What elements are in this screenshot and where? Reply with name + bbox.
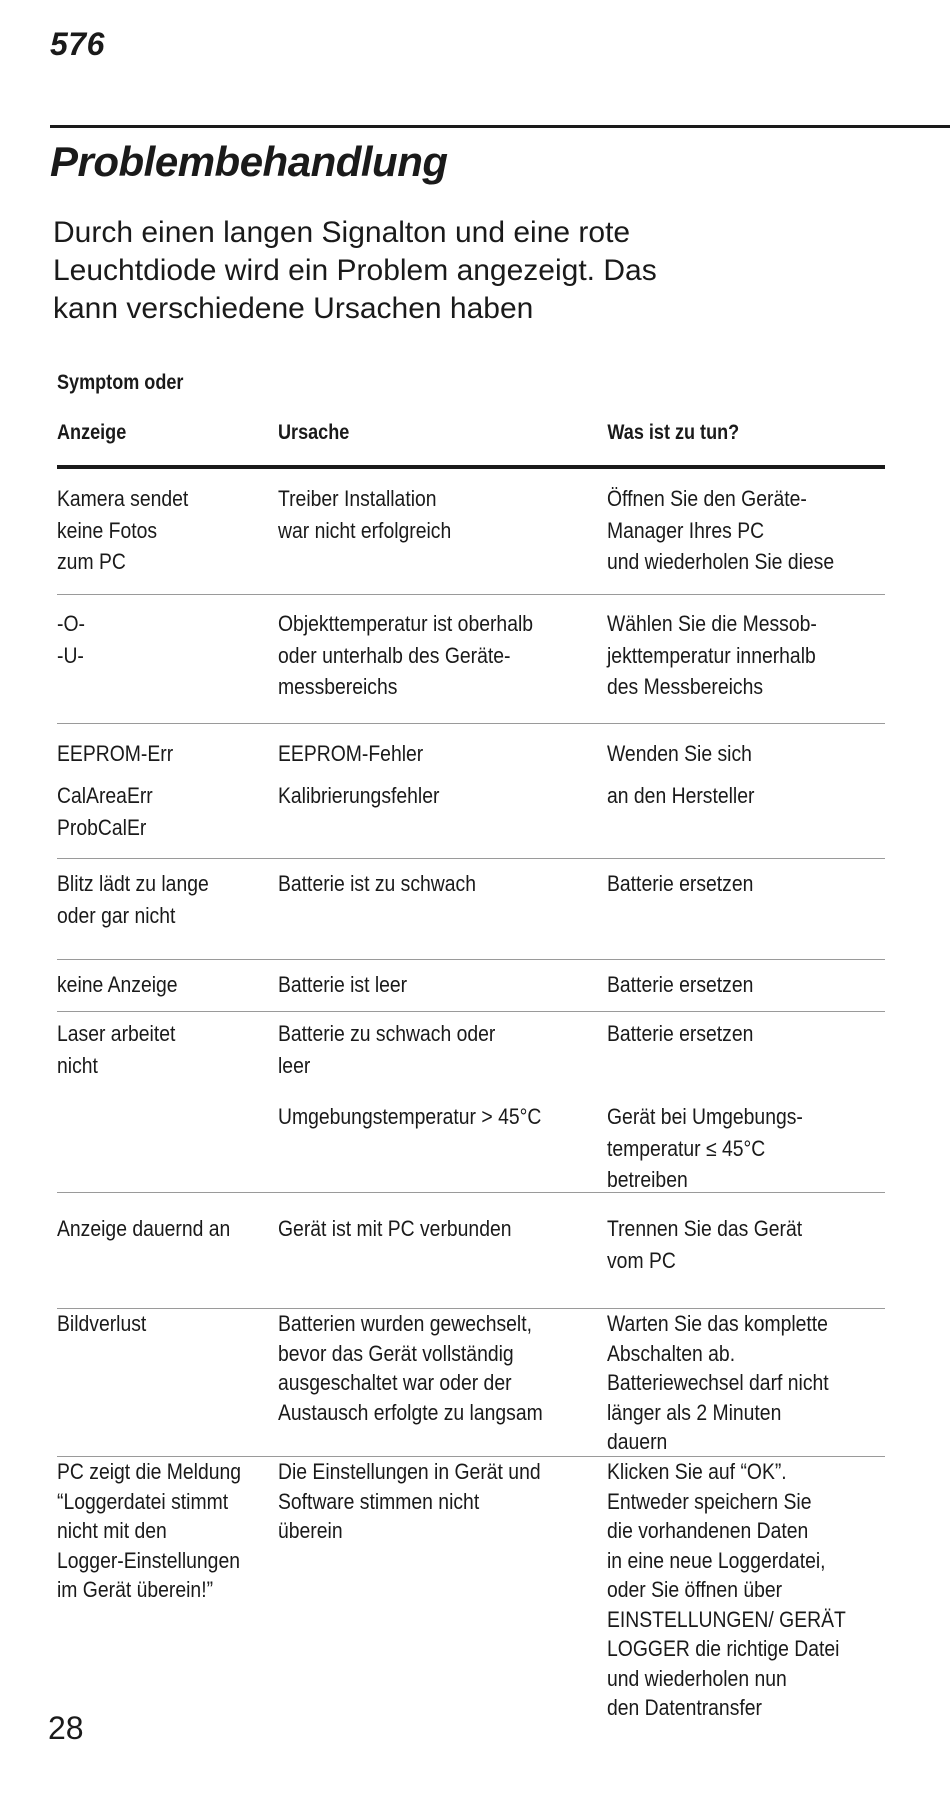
table-row <box>57 1457 885 1727</box>
header-ursache: Ursache <box>278 421 350 444</box>
symptom-cell: keine Anzeige <box>57 972 178 997</box>
action-cell: Gerät bei Umgebungs- temperatur ≤ 45°C betreiben <box>607 1104 803 1192</box>
symptom-cell: CalAreaErr ProbCalEr <box>57 783 153 840</box>
table-row <box>57 1309 885 1457</box>
table-header <box>57 368 885 465</box>
cause-cell: Batterie ist zu schwach <box>278 871 476 896</box>
cause-cell: Objekttemperatur ist oberhalb oder unterhalb des Geräte- messbereichs <box>278 611 534 699</box>
header-was-ist-zu-tun: Was ist zu tun? <box>607 421 740 444</box>
header-symptom-line1: Symptom oder <box>57 371 184 394</box>
symptom-cell: Laser arbeitet nicht <box>57 1021 176 1078</box>
table-row <box>57 1193 885 1309</box>
symptom-cell: -O- -U- <box>57 611 85 668</box>
cause-cell: Kalibrierungsfehler <box>278 783 440 808</box>
table-row <box>57 1012 885 1193</box>
troubleshooting-table <box>57 368 885 1727</box>
table-row <box>57 469 885 595</box>
symptom-cell: EEPROM-Err <box>57 741 174 766</box>
cause-cell: Batterie zu schwach oder leer <box>278 1021 496 1078</box>
action-cell: Batterie ersetzen <box>607 1021 754 1046</box>
intro-paragraph: Durch einen langen Signalton und eine rote Leuchtdiode wird ein Problem angezeigt. Das kann verschiedene Ursachen haben <box>53 216 657 325</box>
symptom-cell: Anzeige dauernd an <box>57 1216 231 1241</box>
table-row <box>57 960 885 1012</box>
action-cell: Trennen Sie das Gerät vom PC <box>607 1216 803 1273</box>
action-cell: an den Hersteller <box>607 783 755 808</box>
cause-cell: Batterie ist leer <box>278 972 408 997</box>
action-cell: Klicken Sie auf “OK”. Entweder speichern Sie die vorhandenen Daten in eine neue Loggerdatei, oder Sie öffnen über EINSTELLUNGEN/ GERÄT LOGGER die richtige Datei und wiederholen nun den Datentransfer <box>607 1459 846 1720</box>
action-cell: Batterie ersetzen <box>607 871 754 896</box>
symptom-cell: Blitz lädt zu lange oder gar nicht <box>57 871 209 928</box>
table-row <box>57 859 885 960</box>
symptom-cell: Kamera sendet keine Fotos zum PC <box>57 486 189 574</box>
header-anzeige: Anzeige <box>57 421 127 444</box>
symptom-cell: Bildverlust <box>57 1311 147 1336</box>
cause-cell: EEPROM-Fehler <box>278 741 424 766</box>
table-row <box>57 595 885 724</box>
page-number: 28 <box>48 1710 84 1746</box>
top-divider <box>50 125 950 128</box>
action-cell: Warten Sie das komplette Abschalten ab. Batteriewechsel darf nicht länger als 2 Minuten dauern <box>607 1311 829 1454</box>
table-row <box>57 724 885 859</box>
cause-cell: Batterien wurden gewechselt, bevor das Gerät vollständig ausgeschaltet war oder der Austausch erfolgte zu langsam <box>278 1311 543 1425</box>
cause-cell: Gerät ist mit PC verbunden <box>278 1216 512 1241</box>
header-columns <box>57 418 885 465</box>
cause-cell: Die Einstellungen in Gerät und Software stimmen nicht überein <box>278 1459 541 1543</box>
action-cell: Wählen Sie die Messob- jekttemperatur innerhalb des Messbereichs <box>607 611 817 699</box>
symptom-cell: PC zeigt die Meldung “Loggerdatei stimmt nicht mit den Logger-Einstellungen im Gerät überein!” <box>57 1459 242 1602</box>
action-cell: Wenden Sie sich <box>607 741 752 766</box>
cause-cell: Treiber Installation war nicht erfolgreich <box>278 486 452 543</box>
cause-cell: Umgebungstemperatur > 45°C <box>278 1104 542 1129</box>
action-cell: Batterie ersetzen <box>607 972 754 997</box>
action-cell: Öffnen Sie den Geräte- Manager Ihres PC und wiederholen Sie diese <box>607 486 835 574</box>
model-number: 576 <box>50 26 105 62</box>
page-title: Problembehandlung <box>50 138 448 185</box>
